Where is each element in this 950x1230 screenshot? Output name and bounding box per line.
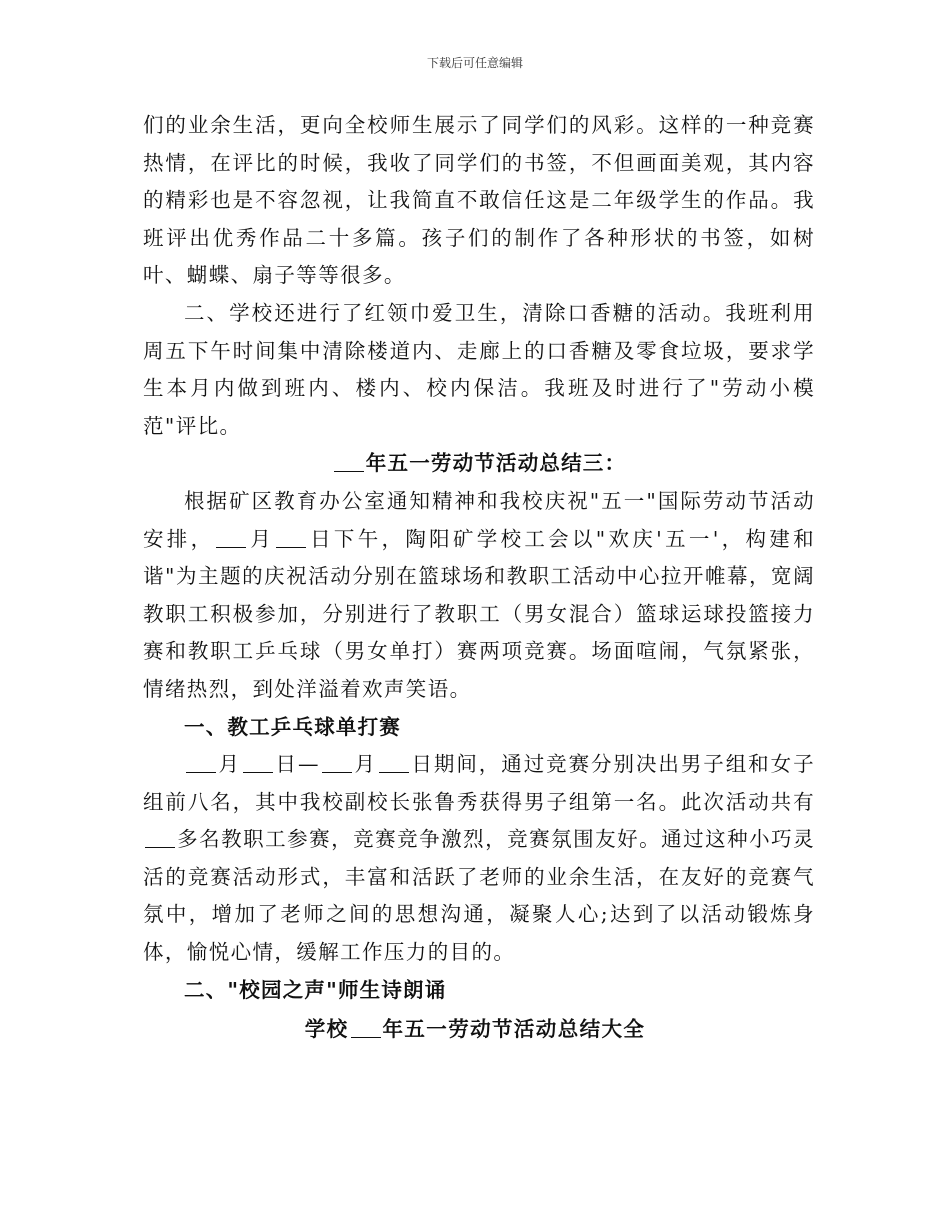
blank-line bbox=[351, 1017, 381, 1038]
paragraph-4-part-e: 多名教职工参赛，竞赛竞争激烈，竞赛氛围友好。通过这种小巧灵活的竞赛活动形式，丰富和活跃了老师的业余生活，在友好的竞赛气氛中，增加了老师之间的思想沟通，凝聚人心;达到了以活动锻炼身体，愉悦心情，缓解工作压力的目的。 bbox=[143, 827, 815, 965]
blank-line bbox=[243, 752, 273, 773]
blank-line bbox=[322, 752, 352, 773]
paragraph-3-part-b: 月 bbox=[248, 526, 275, 551]
document-title-prefix: 学校 bbox=[304, 1017, 349, 1041]
header-note: 下载后可任意编辑 bbox=[426, 56, 523, 70]
blank-line bbox=[145, 827, 175, 848]
paragraph-3-part-a: 根据矿区教育办公室通知精神和我校庆祝"五一"国际劳动节活动安排， bbox=[143, 488, 815, 551]
subheading-2: 二、"校园之声"师生诗朗诵 bbox=[184, 977, 447, 1002]
paragraph-2: 二、学校还进行了红领巾爱卫生，清除口香糖的活动。我班利用周五下午时间集中清除楼道内、走廊上的口香糖及零食垃圾，要求学生本月内做到班内、楼内、校内保洁。我班及时进行了"劳动小模范"评比。 bbox=[143, 300, 815, 438]
blank-line bbox=[379, 752, 409, 773]
subheading-1: 一、教工乒乓球单打赛 bbox=[184, 714, 401, 739]
paragraph-3 bbox=[143, 483, 815, 709]
document-title bbox=[0, 1013, 950, 1045]
paragraph-1: 们的业余生活，更向全校师生展示了同学们的风彩。这样的一种竞赛热情，在评比的时候，我收了同学们的书签，不但画面美观，其内容的精彩也是不容忽视，让我简直不敢信任这是二年级学生的作品。我班评出优秀作品二十多篇。孩子们的制作了各种形状的书签，如树叶、蝴蝶、扇子等等很多。 bbox=[143, 113, 815, 288]
blank-line bbox=[186, 752, 216, 773]
paragraph-4-part-c: 月 bbox=[353, 752, 377, 777]
paragraph-4 bbox=[143, 746, 815, 972]
paragraph-3-part-c: 日下午，陶阳矿学校工会以"欢庆'五一'，构建和谐"为主题的庆祝活动分别在篮球场和教职工活动中心拉开帷幕，宽阔教职工积极参加，分别进行了教职工（男女混合）篮球运球投篮接力赛和教职工乒乓球（男女单打）赛两项竞赛。场面喧闹，气氛紧张，情绪热烈，到处洋溢着欢声笑语。 bbox=[143, 526, 816, 701]
document-title-suffix: 年五一劳动节活动总结大全 bbox=[382, 1017, 646, 1041]
paragraph-4-part-a: 月 bbox=[218, 752, 241, 777]
blank-line bbox=[334, 451, 364, 472]
section-heading-3 bbox=[143, 445, 815, 483]
section-heading-3-text: 年五一劳动节活动总结三： bbox=[365, 451, 627, 476]
paragraph-4-part-d: 日期间，通过竞赛分别决出男子组和女子组前八名，其中我校副校长张鲁秀获得男子组第一名。此次活动共有 bbox=[143, 752, 815, 814]
document-body bbox=[143, 107, 815, 1009]
blank-line bbox=[276, 527, 306, 548]
paragraph-4-part-b: 日— bbox=[275, 752, 320, 777]
blank-line bbox=[216, 527, 246, 548]
